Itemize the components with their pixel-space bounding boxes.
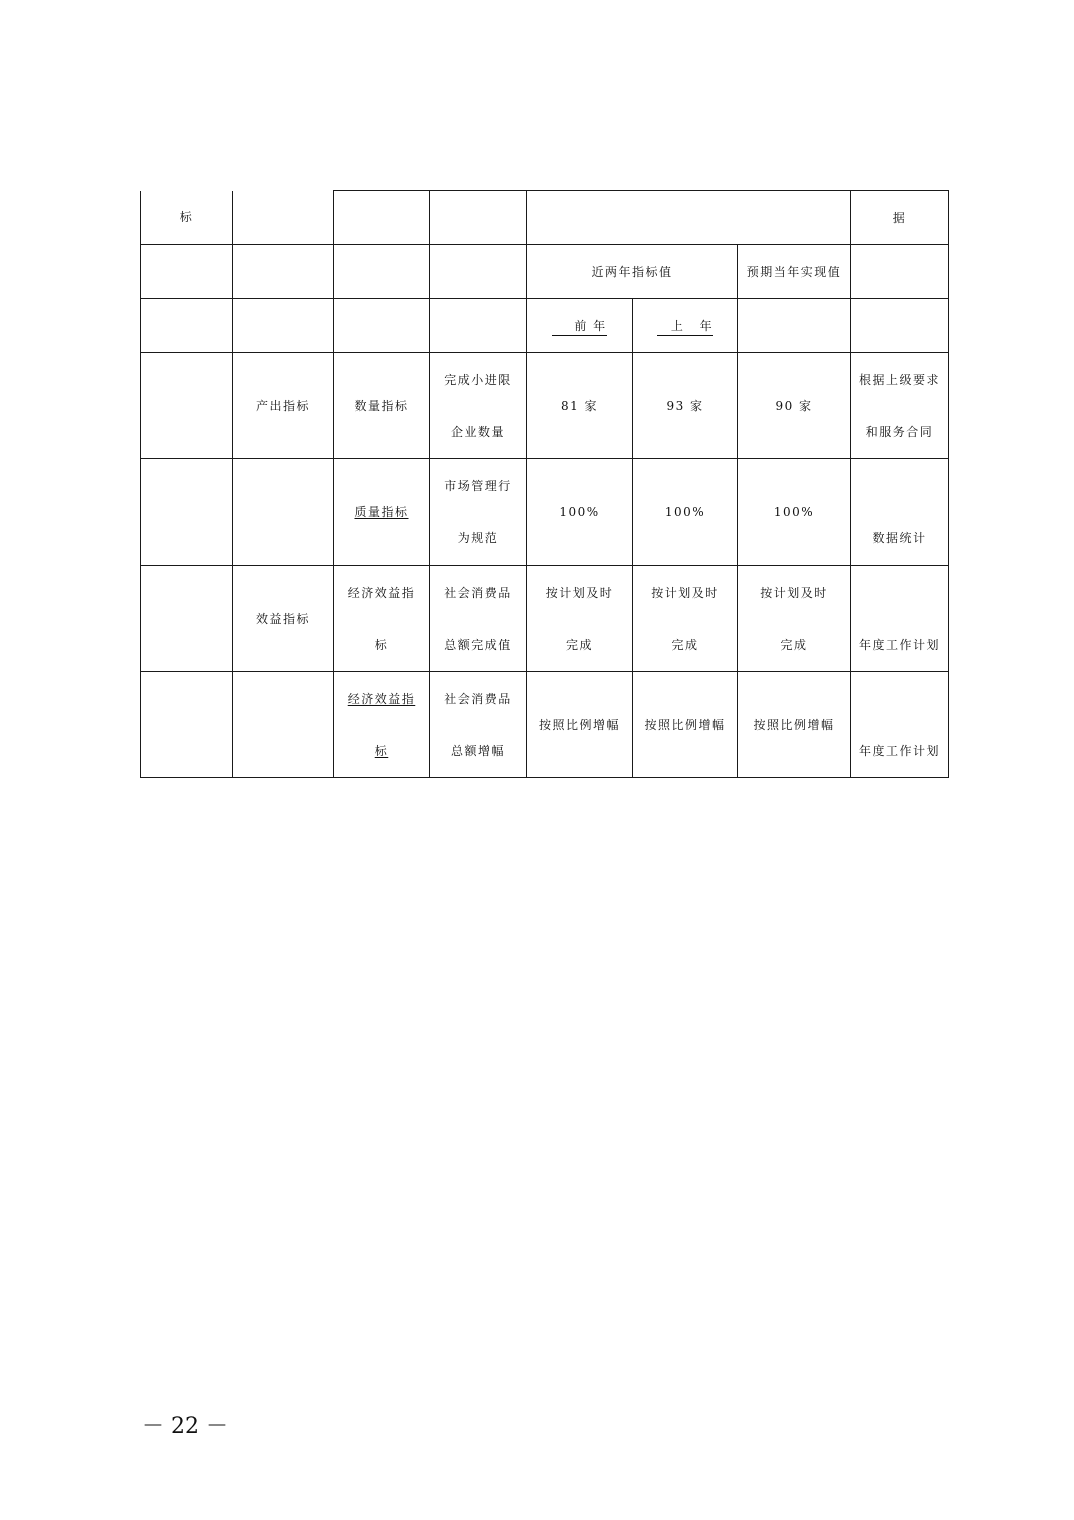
cell-line-mid <box>851 499 948 525</box>
cell-stack <box>430 686 526 764</box>
cell-line-mid: 效益指标 <box>255 611 310 626</box>
cell-line-mid: 质量指标 <box>354 505 409 519</box>
cell-r6-c6 <box>633 566 738 672</box>
cell-stack <box>633 473 737 551</box>
cell-line <box>633 313 737 339</box>
cell-r4-c5 <box>527 353 633 459</box>
cell-line-mid <box>633 606 737 632</box>
table-row <box>141 245 949 299</box>
underlined-text: 上 年 <box>657 317 713 336</box>
page-number: － 22 － <box>142 1414 228 1439</box>
cell-line-top: 社会消费品 <box>444 585 512 600</box>
cell-r3-c4 <box>430 299 527 353</box>
cell-line-mid <box>851 712 948 738</box>
table-row <box>141 299 949 353</box>
cell-line-mid <box>527 606 632 632</box>
cell-line-bottom <box>334 419 429 445</box>
cell-line-bottom: 总额完成值 <box>444 637 512 652</box>
cell-stack <box>527 580 632 658</box>
cell-line-mid: 按照比例增幅 <box>753 717 835 732</box>
cell-line-top <box>738 367 850 393</box>
cell-line-bottom: 总额增幅 <box>450 743 505 758</box>
cell-line-mid <box>851 393 948 419</box>
cell-r3-c3 <box>334 299 430 353</box>
cell-line-top: 市场管理行 <box>444 479 512 493</box>
cell-stack <box>430 367 526 445</box>
cell-stack <box>527 367 632 445</box>
cell-line-mid <box>430 712 526 738</box>
cell-line-mid: 100% <box>559 505 600 519</box>
cell-r7-c6 <box>633 672 738 778</box>
cell-r6-c2 <box>233 566 334 672</box>
cell-r5-c2 <box>233 459 334 566</box>
cell-r4-c7 <box>738 353 851 459</box>
cell-line-mid <box>430 606 526 632</box>
cell-r4-c3 <box>334 353 430 459</box>
cell-r7-c2 <box>233 672 334 778</box>
cell-stack <box>851 367 948 445</box>
cell-line-mid: 100% <box>773 505 815 519</box>
cell-line-bottom <box>527 525 632 551</box>
cell-recent-two-years-header <box>527 245 738 299</box>
cell-line-top <box>334 367 429 393</box>
cell-r7-c1 <box>141 672 233 778</box>
underlined-text: 前 年 <box>552 317 606 336</box>
table-row <box>141 191 949 245</box>
cell-line-top: 按计划及时 <box>545 585 614 600</box>
cell-line-top <box>233 580 333 606</box>
cell-text: 据 <box>892 210 907 225</box>
cell-line-top <box>633 473 737 499</box>
cell-r4-c2 <box>233 353 334 459</box>
cell-stack <box>633 580 737 658</box>
cell-line-bottom <box>233 632 333 658</box>
cell-r7-c3 <box>334 672 430 778</box>
cell-line-top <box>334 473 429 499</box>
cell-r7-c5 <box>527 672 633 778</box>
cell-r3-c8 <box>851 299 949 353</box>
cell-stack <box>527 686 632 764</box>
cell-line-top <box>851 686 948 712</box>
cell-r1-c8 <box>851 191 949 245</box>
cell-last-year-header <box>633 299 738 353</box>
indicator-table <box>140 190 949 778</box>
cell-line-top: 按计划及时 <box>651 585 719 600</box>
cell-stack <box>527 473 632 551</box>
cell-stack <box>334 473 429 551</box>
cell-r3-c1 <box>141 299 233 353</box>
cell-stack <box>738 367 850 445</box>
cell-line-bottom <box>527 419 632 445</box>
cell-r5-c3 <box>334 459 430 566</box>
cell-line-mid: 90 家 <box>775 398 813 413</box>
cell-line-bottom <box>738 419 850 445</box>
cell-r1-c5-7 <box>527 191 851 245</box>
cell-r5-c6 <box>633 459 738 566</box>
cell-line-mid <box>334 712 429 738</box>
cell-line-bottom <box>633 525 737 551</box>
cell-r7-c7 <box>738 672 851 778</box>
cell-line-bottom: 标 <box>374 743 389 758</box>
cell-stack <box>334 686 429 764</box>
cell-r2-c3 <box>334 245 430 299</box>
cell-line-top <box>633 367 737 393</box>
cell-r7-c8 <box>851 672 949 778</box>
cell-line-mid <box>430 393 526 419</box>
cell-line-top <box>851 580 948 606</box>
cell-line-top: 社会消费品 <box>444 691 512 706</box>
cell-r2-c8 <box>851 245 949 299</box>
cell-line-mid: 93 家 <box>666 398 704 413</box>
cell-line-mid: 产出指标 <box>255 398 310 413</box>
cell-stack <box>334 580 429 658</box>
cell-text: 预期当年实现值 <box>746 264 842 279</box>
cell-r1-c1 <box>141 191 233 245</box>
cell-r1-c2 <box>233 191 334 245</box>
cell-line-top <box>851 473 948 499</box>
cell-stack <box>738 686 850 764</box>
cell-r3-c7 <box>738 299 851 353</box>
cell-r4-c8 <box>851 353 949 459</box>
cell-line-top <box>633 686 737 712</box>
cell-stack <box>233 367 333 445</box>
cell-line-mid: 按照比例增幅 <box>644 717 726 732</box>
cell-line-top: 按计划及时 <box>760 585 828 600</box>
cell-expected-current-year-header <box>738 245 851 299</box>
cell-line-top: 经济效益指 <box>347 585 416 600</box>
cell-stack <box>430 580 526 658</box>
cell-line-top: 经济效益指 <box>347 691 416 706</box>
cell-r1-c3 <box>334 191 430 245</box>
cell-line-bottom <box>738 525 850 551</box>
cell-line-mid <box>851 606 948 632</box>
cell-line-top <box>233 367 333 393</box>
cell-line-bottom <box>527 738 632 764</box>
table-row <box>141 459 949 566</box>
cell-line-bottom <box>633 738 737 764</box>
cell-line-mid: 100% <box>664 505 706 519</box>
cell-stack <box>851 473 948 551</box>
cell-line-bottom <box>334 525 429 551</box>
cell-line-mid <box>738 606 850 632</box>
cell-line-bottom: 年度工作计划 <box>859 743 941 758</box>
table-row <box>141 672 949 778</box>
cell-r7-c4 <box>430 672 527 778</box>
table-row <box>141 353 949 459</box>
cell-line-mid: 数量指标 <box>354 398 409 413</box>
cell-stack <box>334 367 429 445</box>
cell-line-bottom <box>738 738 850 764</box>
cell-r6-c8 <box>851 566 949 672</box>
cell-r4-c6 <box>633 353 738 459</box>
cell-line-top: 根据上级要求 <box>859 372 941 387</box>
cell-text: 近两年指标值 <box>591 264 673 279</box>
cell-line-top <box>527 473 632 499</box>
cell-line-bottom: 年度工作计划 <box>859 637 941 652</box>
cell-r2-c1 <box>141 245 233 299</box>
cell-year-before-last-header <box>527 299 633 353</box>
cell-r6-c7 <box>738 566 851 672</box>
cell-r5-c1 <box>141 459 233 566</box>
cell-stack <box>633 686 737 764</box>
cell-line-top <box>527 686 632 712</box>
cell-line-bottom: 标 <box>374 637 389 652</box>
cell-line-top <box>738 473 850 499</box>
cell-line <box>527 313 632 339</box>
cell-r6-c3 <box>334 566 430 672</box>
cell-line-bottom <box>633 419 737 445</box>
cell-line-mid: 按照比例增幅 <box>538 717 620 732</box>
cell-stack <box>430 473 526 551</box>
cell-line-bottom: 和服务合同 <box>865 424 934 439</box>
cell-r1-c4 <box>430 191 527 245</box>
cell-stack <box>633 367 737 445</box>
cell-stack <box>233 580 333 658</box>
cell-line-bottom: 企业数量 <box>450 424 505 439</box>
cell-stack <box>851 686 948 764</box>
cell-r6-c5 <box>527 566 633 672</box>
cell-r2-c4 <box>430 245 527 299</box>
cell-line-bottom: 完成 <box>780 637 808 652</box>
cell-r6-c4 <box>430 566 527 672</box>
cell-line-bottom <box>233 419 333 445</box>
cell-line-bottom: 数据统计 <box>872 531 927 545</box>
cell-r2-c2 <box>233 245 334 299</box>
table-row <box>141 566 949 672</box>
cell-line-top <box>527 367 632 393</box>
cell-line-top <box>738 686 850 712</box>
cell-stack <box>738 473 850 551</box>
cell-line-top: 完成小进限 <box>444 372 512 387</box>
cell-r5-c8 <box>851 459 949 566</box>
cell-r3-c2 <box>233 299 334 353</box>
cell-r6-c1 <box>141 566 233 672</box>
cell-line-bottom: 为规范 <box>457 531 499 545</box>
cell-stack <box>738 580 850 658</box>
cell-line-mid <box>334 606 429 632</box>
cell-stack <box>851 580 948 658</box>
cell-text: 标 <box>179 210 194 225</box>
cell-line-mid: 81 家 <box>560 398 599 413</box>
cell-r5-c5 <box>527 459 633 566</box>
cell-r5-c4 <box>430 459 527 566</box>
cell-r4-c1 <box>141 353 233 459</box>
cell-line-bottom: 完成 <box>565 637 593 652</box>
cell-r5-c7 <box>738 459 851 566</box>
cell-line-mid <box>430 499 526 525</box>
cell-r4-c4 <box>430 353 527 459</box>
cell-line-bottom: 完成 <box>671 637 699 652</box>
